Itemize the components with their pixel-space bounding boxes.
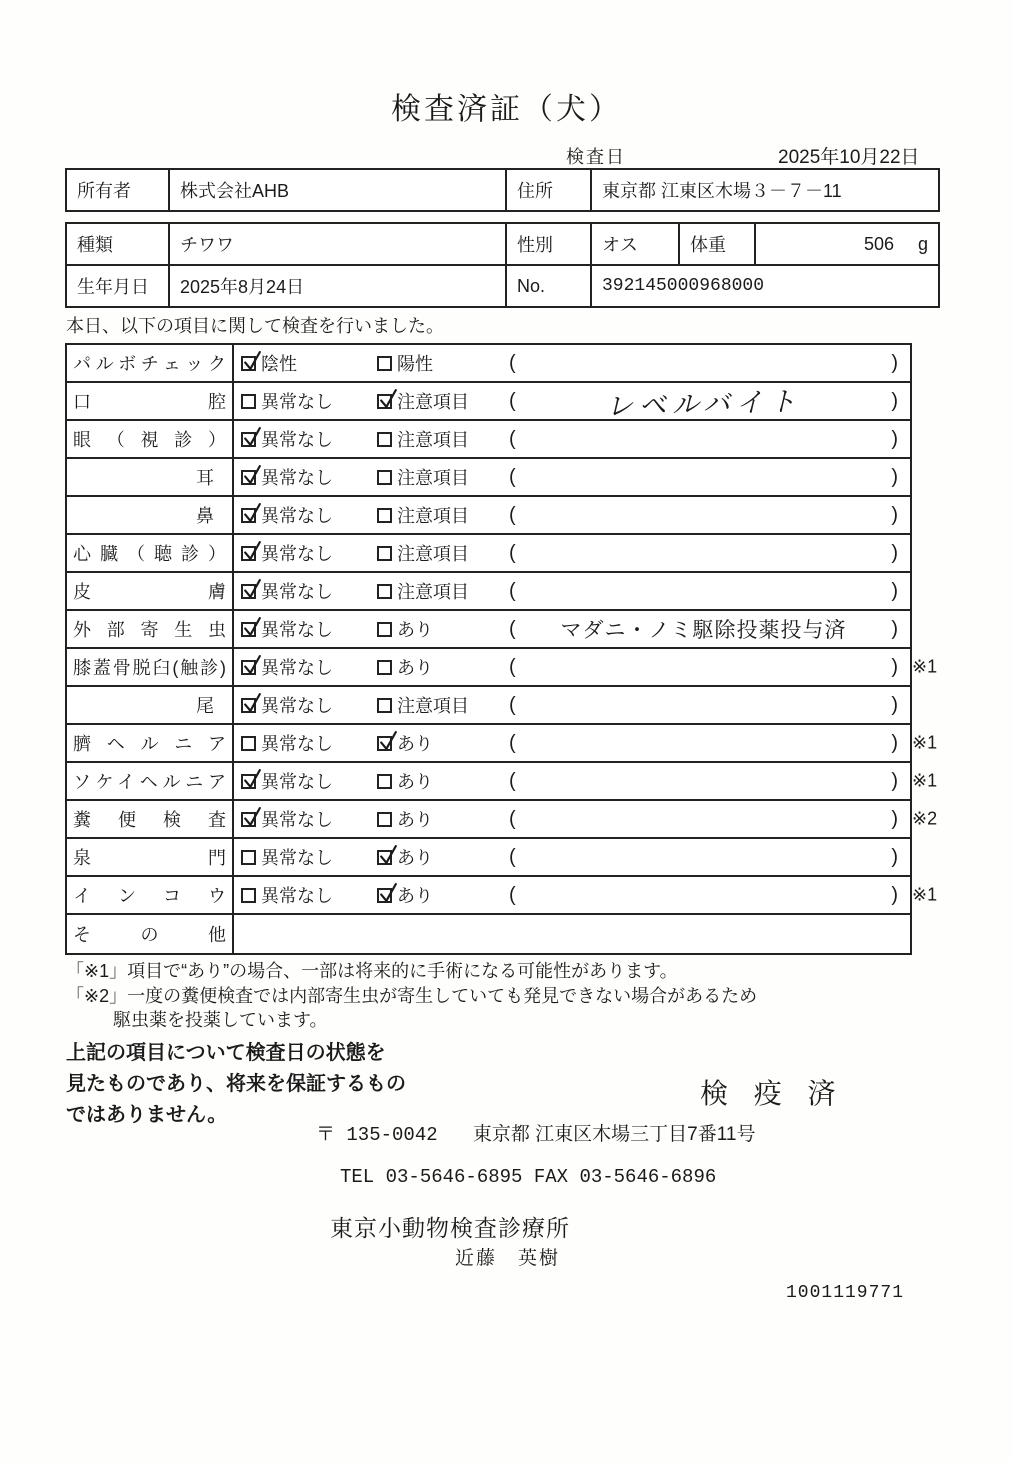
certificate-no-label: No. [507, 266, 592, 306]
check-mark-icon [376, 843, 401, 868]
paren-open: ( [509, 883, 516, 906]
weight-value [756, 224, 938, 264]
address-label: 住所 [507, 170, 592, 210]
checkbox-option-1 [241, 660, 256, 675]
result-option-2 [377, 388, 509, 414]
exam-item-label: 臍ヘルニア [73, 734, 226, 754]
option-2-label: 注意項目 [397, 506, 469, 526]
checkbox-option-2 [377, 850, 392, 865]
checkbox-option-1 [241, 850, 256, 865]
result-option-1 [241, 616, 377, 642]
exam-item-label: 外部寄生虫 [73, 620, 226, 640]
check-mark-icon [376, 881, 401, 906]
finding-note: レベルバイト [605, 385, 802, 422]
exam-row [67, 459, 910, 497]
result-option-2 [377, 616, 509, 642]
result-option-2 [377, 464, 509, 490]
paren-close: ) [891, 541, 898, 564]
exam-item-label: 口腔 [73, 392, 226, 412]
exam-item-cell [67, 573, 234, 609]
exam-result-cell [234, 345, 910, 381]
disclaimer-line: 見たものであり、将来を保証するもの [66, 1073, 406, 1095]
result-option-1 [241, 464, 377, 490]
paren-close: ) [891, 389, 898, 412]
paren-close: ) [891, 465, 898, 488]
breed-value: チワワ [170, 224, 507, 264]
result-option-2 [377, 654, 509, 680]
checkbox-option-2 [377, 470, 392, 485]
option-2-label: 注意項目 [397, 696, 469, 716]
exam-result-cell [234, 915, 910, 953]
exam-result-cell [234, 725, 910, 761]
page-title: 検査済証（犬） [391, 93, 622, 126]
option-2-label: 陽性 [397, 354, 433, 374]
option-2-label: 注意項目 [397, 582, 469, 602]
checkbox-option-2 [377, 546, 392, 561]
exam-item-label: ソケイヘルニア [73, 772, 226, 792]
clinic-address: 東京都 江東区木場三丁目7番11号 [472, 1124, 756, 1145]
exam-item-cell [67, 383, 234, 419]
option-1-label: 陰性 [261, 354, 297, 374]
option-1-label: 異常なし [261, 430, 333, 450]
exam-result-cell [234, 687, 910, 723]
exam-result-cell [234, 573, 910, 609]
option-1-label: 異常なし [261, 772, 333, 792]
exam-item-label: 糞便検査 [73, 810, 226, 830]
checkbox-option-2 [377, 394, 392, 409]
paren-open: ( [509, 579, 516, 602]
exam-item-cell [67, 877, 234, 913]
checkbox-option-2 [377, 698, 392, 713]
exam-item-cell [67, 839, 234, 875]
check-mark-icon [240, 539, 265, 564]
exam-item-label: 心臓（聴診） [73, 544, 226, 564]
checkbox-option-1 [241, 698, 256, 713]
breed-label: 種類 [67, 224, 170, 264]
exam-row [67, 611, 910, 649]
exam-result-cell [234, 383, 910, 422]
postal-code: 〒 135-0042 [316, 1124, 438, 1146]
quarantine-stamp: 検 疫 済 [700, 1078, 845, 1109]
result-option-2 [377, 768, 509, 794]
exam-row [67, 915, 910, 953]
exam-item-cell [67, 611, 234, 647]
exam-row [67, 839, 910, 877]
weight-unit: g [917, 233, 928, 254]
clinic-name: 東京小動物検査診療所 [330, 1215, 570, 1241]
checkbox-option-2 [377, 888, 392, 903]
result-option-2 [377, 844, 509, 870]
result-option-1 [241, 350, 377, 376]
owner-row [67, 170, 938, 210]
inspection-date-value: 2025年10月22日 [778, 147, 920, 168]
exam-result-cell [234, 801, 910, 837]
option-1-label: 異常なし [261, 696, 333, 716]
option-1-label: 異常なし [261, 886, 333, 906]
checkbox-option-1 [241, 546, 256, 561]
serial-number: 1001119771 [786, 1283, 905, 1303]
option-1-label: 異常なし [261, 810, 333, 830]
exam-item-label: インコウ [73, 886, 226, 906]
check-mark-icon [240, 653, 265, 678]
finding-note: マダニ・ノミ駆除投薬投与済 [560, 619, 847, 642]
option-1-label: 異常なし [261, 506, 333, 526]
paren-close: ) [891, 427, 898, 450]
weight-number: 506 [863, 233, 894, 254]
option-2-label: 注意項目 [397, 430, 469, 450]
exam-item-cell [67, 801, 234, 837]
option-2-label: あり [397, 734, 433, 754]
checkbox-option-2 [377, 622, 392, 637]
option-1-label: 異常なし [261, 582, 333, 602]
exam-item-label: その他 [73, 925, 226, 945]
footnote-mark: ※1 [912, 884, 938, 905]
disclaimer-line: ではありません。 [66, 1104, 228, 1126]
tel-fax-line: TEL 03-5646-6895 FAX 03-5646-6896 [340, 1166, 717, 1188]
exam-row [67, 421, 910, 459]
check-mark-icon [240, 805, 265, 830]
option-2-label: 注意項目 [397, 392, 469, 412]
option-1-label: 異常なし [261, 848, 333, 868]
owner-table [65, 168, 940, 212]
result-option-2 [377, 882, 509, 908]
check-mark-icon [240, 349, 265, 374]
pet-table [65, 222, 940, 308]
result-option-2 [377, 540, 509, 566]
exam-item-label: 鼻 [196, 506, 214, 526]
paren-open: ( [509, 769, 516, 792]
pet-row-2 [67, 266, 938, 306]
exam-row [67, 801, 938, 839]
option-1-label: 異常なし [261, 468, 333, 488]
paren-open: ( [509, 427, 516, 450]
paren-close: ) [891, 655, 898, 678]
paren-close: ) [891, 807, 898, 830]
result-option-2 [377, 502, 509, 528]
exam-result-cell [234, 421, 910, 457]
exam-item-cell [67, 535, 234, 571]
exam-result-cell [234, 497, 910, 533]
checkbox-option-1 [241, 508, 256, 523]
checkbox-option-2 [377, 812, 392, 827]
exam-row [67, 725, 938, 763]
disclaimer-text [66, 1038, 406, 1131]
veterinarian-name: 近藤 英樹 [455, 1248, 561, 1269]
result-option-1 [241, 502, 377, 528]
paren-open: ( [509, 693, 516, 716]
exam-result-cell [234, 839, 910, 875]
paren-open: ( [509, 807, 516, 830]
exam-row [67, 763, 938, 801]
result-option-1 [241, 388, 377, 414]
footnote-2-line-2: 駆虫薬を投薬しています。 [113, 1010, 328, 1030]
sex-label: 性別 [507, 224, 592, 264]
checkbox-option-2 [377, 660, 392, 675]
exam-row [67, 687, 910, 725]
paren-open: ( [509, 731, 516, 754]
checkbox-option-1 [241, 774, 256, 789]
birthdate-value: 2025年8月24日 [170, 266, 507, 306]
disclaimer-line: 上記の項目について検査日の状態を [66, 1042, 386, 1064]
certificate-no-value: 392145000968000 [602, 276, 765, 296]
exam-row [67, 383, 910, 421]
exam-item-cell [67, 687, 234, 723]
clinic-postal-address [316, 1119, 755, 1146]
exam-item-cell [67, 459, 234, 495]
paren-open: ( [509, 617, 516, 640]
check-mark-icon [240, 463, 265, 488]
exam-result-cell [234, 535, 910, 571]
check-mark-icon [240, 615, 265, 640]
checkbox-option-1 [241, 470, 256, 485]
exam-row [67, 345, 910, 383]
option-2-label: あり [397, 810, 433, 830]
paren-close: ) [891, 693, 898, 716]
birthdate-label: 生年月日 [67, 266, 170, 306]
option-1-label: 異常なし [261, 658, 333, 678]
weight-label: 体重 [680, 224, 756, 264]
option-2-label: あり [397, 620, 433, 640]
paren-close: ) [891, 617, 898, 640]
exam-row [67, 497, 910, 535]
paren-open: ( [509, 655, 516, 678]
footnote-mark: ※1 [912, 732, 938, 753]
option-1-label: 異常なし [261, 734, 333, 754]
exam-row [67, 649, 938, 687]
owner-label: 所有者 [67, 170, 170, 210]
result-option-1 [241, 578, 377, 604]
paren-open: ( [509, 351, 516, 374]
check-mark-icon [240, 501, 265, 526]
result-option-1 [241, 768, 377, 794]
footnote-mark: ※2 [912, 808, 938, 829]
exam-item-cell [67, 421, 234, 457]
exam-item-cell [67, 725, 234, 761]
checkbox-option-1 [241, 394, 256, 409]
paren-open: ( [509, 503, 516, 526]
check-mark-icon [240, 577, 265, 602]
exam-item-label: 眼（視診） [73, 430, 226, 450]
paren-open: ( [509, 541, 516, 564]
result-option-2 [377, 692, 509, 718]
pet-row-1 [67, 224, 938, 266]
option-2-label: あり [397, 848, 433, 868]
result-option-1 [241, 540, 377, 566]
footnote-2-line-1: 「※2」一度の糞便検査では内部寄生虫が寄生していても発見できない場合があるため [66, 986, 758, 1006]
checkbox-option-2 [377, 774, 392, 789]
paren-open: ( [509, 845, 516, 868]
checkbox-option-2 [377, 736, 392, 751]
exam-row [67, 877, 938, 915]
paren-close: ) [891, 769, 898, 792]
exam-result-cell [234, 611, 910, 647]
intro-text: 本日、以下の項目に関して検査を行いました。 [66, 316, 444, 336]
exam-item-label: 耳 [196, 468, 214, 488]
check-mark-icon [376, 729, 401, 754]
paren-open: ( [509, 465, 516, 488]
exam-result-cell [234, 763, 910, 799]
exam-item-cell [67, 763, 234, 799]
inspection-date-label: 検査日 [566, 147, 626, 167]
check-mark-icon [240, 767, 265, 792]
result-option-2 [377, 806, 509, 832]
exam-item-cell [67, 345, 234, 381]
check-mark-icon [240, 691, 265, 716]
exam-item-label: 尾 [196, 696, 214, 716]
sex-value: オス [592, 224, 680, 264]
option-1-label: 異常なし [261, 620, 333, 640]
paren-close: ) [891, 351, 898, 374]
result-option-1 [241, 806, 377, 832]
option-1-label: 異常なし [261, 392, 333, 412]
footnote-mark: ※1 [912, 770, 938, 791]
checkbox-option-2 [377, 508, 392, 523]
footnote-1: 「※1」項目で“あり”の場合、一部は将来的に手術になる可能性があります。 [66, 961, 678, 981]
paren-close: ) [891, 731, 898, 754]
exam-result-cell [234, 649, 910, 685]
checkbox-option-1 [241, 812, 256, 827]
paren-close: ) [891, 503, 898, 526]
option-2-label: あり [397, 658, 433, 678]
checkbox-option-1 [241, 622, 256, 637]
result-option-2 [377, 578, 509, 604]
result-option-1 [241, 882, 377, 908]
exam-item-cell [67, 915, 234, 953]
check-mark-icon [240, 425, 265, 450]
check-mark-icon [376, 387, 401, 412]
exam-result-cell [234, 459, 910, 495]
owner-value: 株式会社AHB [170, 170, 507, 210]
footnote-mark: ※1 [912, 656, 938, 677]
exam-result-cell [234, 877, 910, 913]
result-option-2 [377, 350, 509, 376]
address-value: 東京都 江東区木場３－７－11 [602, 181, 842, 201]
option-1-label: 異常なし [261, 544, 333, 564]
result-option-2 [377, 426, 509, 452]
option-2-label: あり [397, 886, 433, 906]
paren-close: ) [891, 883, 898, 906]
checkbox-option-1 [241, 888, 256, 903]
exam-item-label: 泉門 [73, 848, 226, 868]
exam-item-label: 皮膚 [73, 582, 226, 602]
paren-open: ( [509, 389, 516, 412]
exam-row [67, 573, 910, 611]
paren-close: ) [891, 579, 898, 602]
result-option-1 [241, 730, 377, 756]
exam-item-label: パルボチェック [73, 354, 226, 374]
checkbox-option-1 [241, 356, 256, 371]
checkbox-option-2 [377, 432, 392, 447]
checkbox-option-2 [377, 356, 392, 371]
checkbox-option-2 [377, 584, 392, 599]
option-2-label: 注意項目 [397, 544, 469, 564]
exam-row [67, 535, 910, 573]
result-option-1 [241, 426, 377, 452]
checkbox-option-1 [241, 584, 256, 599]
result-option-1 [241, 844, 377, 870]
exam-table [65, 343, 938, 955]
option-2-label: 注意項目 [397, 468, 469, 488]
result-option-1 [241, 654, 377, 680]
exam-item-cell [67, 649, 234, 685]
result-option-1 [241, 692, 377, 718]
result-option-2 [377, 730, 509, 756]
option-2-label: あり [397, 772, 433, 792]
exam-item-label: 膝蓋骨脱臼(触診) [73, 658, 226, 678]
checkbox-option-1 [241, 432, 256, 447]
exam-item-cell [67, 497, 234, 533]
checkbox-option-1 [241, 736, 256, 751]
paren-close: ) [891, 845, 898, 868]
